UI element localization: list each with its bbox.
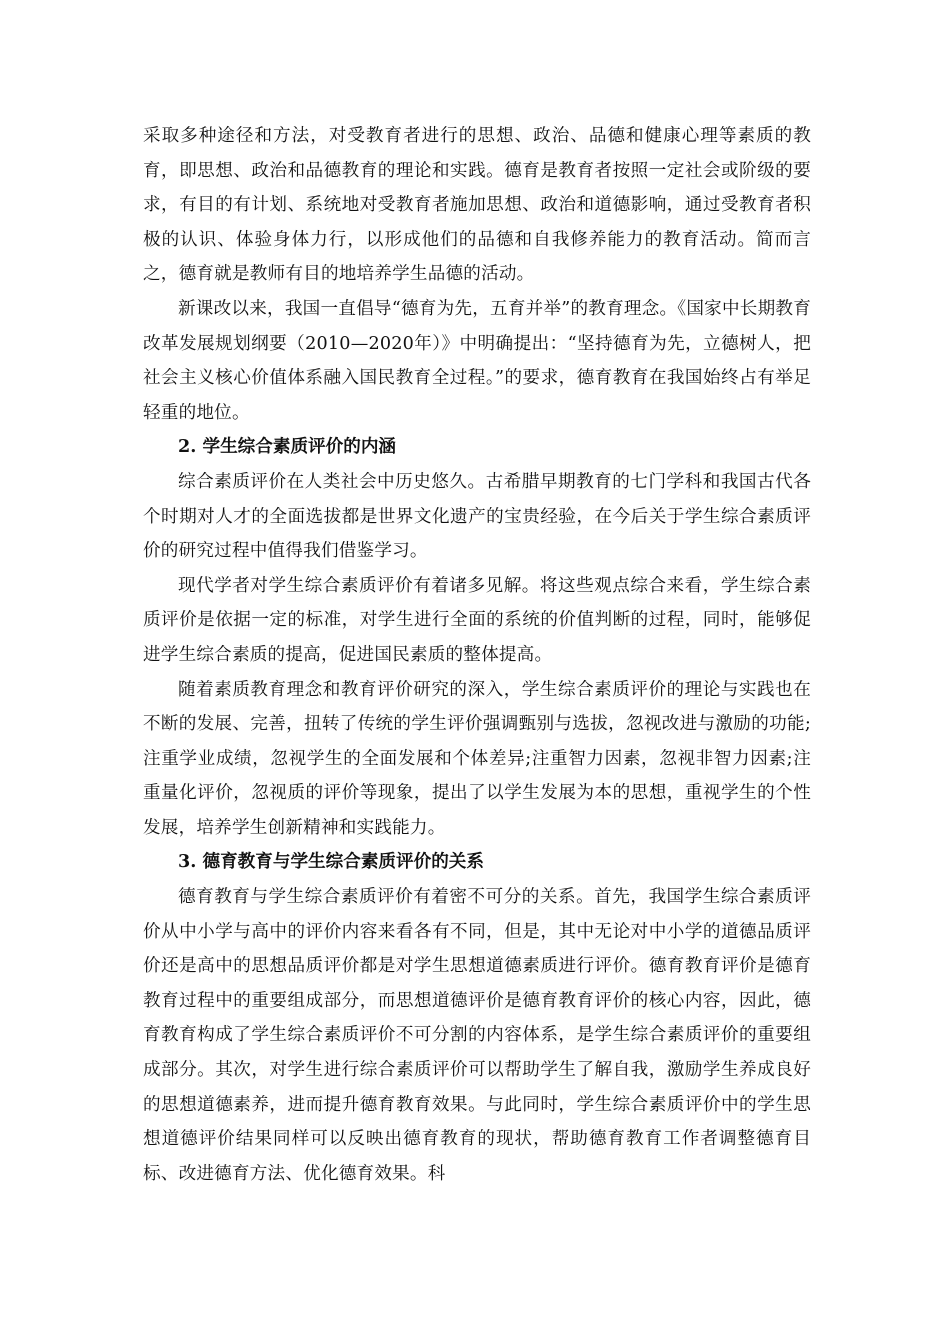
document-body <box>143 119 811 1191</box>
paragraph-relationship: 德育教育与学生综合素质评价有着密不可分的关系。首先，我国学生综合素质评价从中小学与高中的评价内容来看各有不同，但是，其中无论对中小学的道德品质评价还是高中的思想品质评价都是对学生思想道德素质进行评价。德育教育评价是德育教育过程中的重要组成部分，而思想道德评价是德育教育评价的核心内容，因此，德育教育构成了学生综合素质评价不可分割的内容体系，是学生综合素质评价的重要组成部分。其次，对学生进行综合素质评价可以帮助学生了解自我，激励学生养成良好的思想道德素养，进而提升德育教育效果。与此同时，学生综合素质评价中的学生思想道德评价结果同样可以反映出德育教育的现状，帮助德育教育工作者调整德育目标、改进德育方法、优化德育效果。科 <box>143 887 811 1184</box>
paragraph-development-of-evaluation: 随着素质教育理念和教育评价研究的深入，学生综合素质评价的理论与实践也在不断的发展、完善，扭转了传统的学生评价强调甄别与选拔，忽视改进与激励的功能;注重学业成绩，忽视学生的全面发展和个体差异;注重智力因素，忽视非智力因素;注重量化评价，忽视质的评价等现象，提出了以学生发展为本的思想，重视学生的个性发展，培养学生创新精神和实践能力。 <box>143 679 811 838</box>
section-heading-3: 3. 德育教育与学生综合素质评价的关系 <box>178 851 484 873</box>
paragraph-moral-education-definition: 采取多种途径和方法，对受教育者进行的思想、政治、品德和健康心理等素质的教育，即思想、政治和品德教育的理论和实践。德育是教育者按照一定社会或阶级的要求，有目的有计划、系统地对受教育者施加思想、政治和道德影响，通过受教育者积极的认识、体验身体力行，以形成他们的品德和自我修养能力的教育活动。简而言之，德育就是教师有目的地培养学生品德的活动。 <box>143 126 811 285</box>
paragraph-modern-views: 现代学者对学生综合素质评价有着诸多见解。将这些观点综合来看，学生综合素质评价是依据一定的标准，对学生进行全面的系统的价值判断的过程，同时，能够促进学生综合素质的提高，促进国民素质的整体提高。 <box>143 575 811 665</box>
paragraph-curriculum-reform: 新课改以来，我国一直倡导“德育为先，五育并举”的教育理念。《国家中长期教育改革发展规划纲要（2010—2020年）》中明确提出：“坚持德育为先，立德树人，把社会主义核心价值体系融入国民教育全过程。”的要求，德育教育在我国始终占有举足轻重的地位。 <box>143 298 811 423</box>
section-heading-2: 2. 学生综合素质评价的内涵 <box>178 436 397 458</box>
paragraph-history-of-evaluation: 综合素质评价在人类社会中历史悠久。古希腊早期教育的七门学科和我国古代各个时期对人才的全面选拔都是世界文化遗产的宝贵经验，在今后关于学生综合素质评价的研究过程中值得我们借鉴学习。 <box>143 471 811 562</box>
